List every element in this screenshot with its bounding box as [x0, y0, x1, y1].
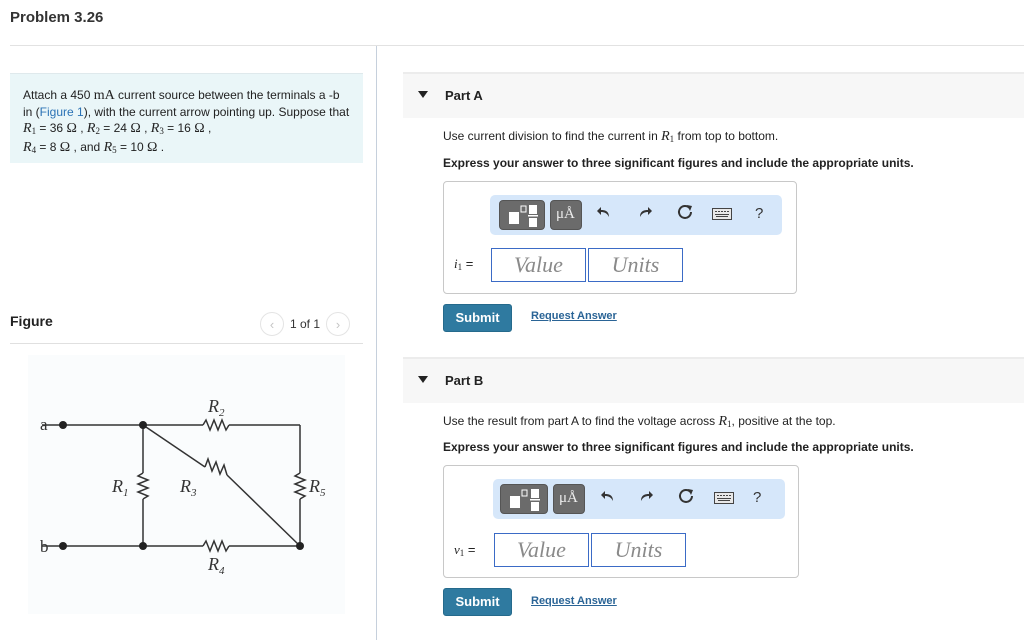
part-a-instruction: Express your answer to three significant figures and include the appropriate units. — [443, 156, 914, 170]
r4-label: $R_4$ — [208, 554, 225, 577]
help-button[interactable]: ? — [753, 489, 762, 506]
fraction-template-icon — [501, 485, 549, 515]
help-button[interactable]: ? — [755, 205, 764, 222]
terminal-a-label: a — [40, 415, 48, 434]
value-input[interactable]: Value — [491, 248, 586, 282]
problem-statement: Attach a 450 mA current source between the terminals a -b in (Figure 1), with the current arrow pointing up. Suppose that $R_1 = 36$ Ω , $R_2 = 24$ Ω , $R_3 = 16$ Ω , $R_4 = 8$ Ω , and $R_5 = 10$ Ω . — [10, 73, 363, 163]
chevron-right-icon: › — [335, 316, 341, 332]
prev-figure-button[interactable] — [260, 312, 284, 336]
part-b-answer-box — [443, 465, 799, 578]
collapse-triangle-icon — [418, 91, 428, 98]
part-a-submit-button[interactable]: Submit — [443, 304, 512, 332]
column-divider — [376, 46, 377, 640]
part-b-title: Part B — [445, 373, 484, 388]
figure-link[interactable]: Figure 1 — [39, 105, 84, 119]
units-input[interactable]: Units — [588, 248, 683, 282]
circuit-diagram — [28, 355, 345, 614]
undo-icon[interactable] — [601, 488, 615, 509]
part-a-request-answer-link[interactable]: Request Answer — [531, 310, 617, 322]
keyboard-icon[interactable] — [714, 491, 734, 509]
reset-icon[interactable] — [677, 487, 695, 510]
templates-button[interactable] — [500, 484, 548, 514]
circuit-figure[interactable] — [28, 355, 345, 614]
top-divider — [10, 45, 1024, 46]
units-button[interactable] — [550, 200, 582, 230]
collapse-triangle-icon — [418, 376, 428, 383]
units-input[interactable]: Units — [591, 533, 686, 567]
r3-label: $R_3$ — [180, 476, 197, 499]
r2-label: $R_2$ — [208, 396, 225, 419]
undo-icon[interactable] — [597, 204, 611, 225]
answer-variable-label: $i_1$ = — [454, 256, 474, 272]
next-figure-button[interactable] — [326, 312, 350, 336]
redo-icon[interactable] — [638, 204, 652, 225]
part-a-question: Use current division to find the current in $R_1$ from top to bottom. — [443, 129, 779, 144]
figure-label: Figure — [10, 313, 53, 329]
templates-button[interactable] — [499, 200, 545, 230]
unit-ma: mA — [93, 88, 115, 103]
part-a-title: Part A — [445, 88, 483, 103]
pager-count: 1 of 1 — [290, 317, 321, 331]
r1-label: $R_1$ — [112, 476, 129, 499]
value-input[interactable]: Value — [494, 533, 589, 567]
math-toolbar — [490, 195, 782, 235]
part-b-question: Use the result from part A to find the voltage across $R_1$, positive at the top. — [443, 414, 836, 429]
answer-variable-label: $v_1$ = — [454, 542, 476, 558]
r5-label: $R_5$ — [309, 476, 326, 499]
part-b-request-answer-link[interactable]: Request Answer — [531, 595, 617, 607]
reset-icon[interactable] — [676, 203, 694, 226]
part-b-submit-button[interactable]: Submit — [443, 588, 512, 616]
part-b-header[interactable] — [403, 357, 1024, 403]
figure-pager — [260, 312, 350, 336]
part-b-instruction: Express your answer to three significant figures and include the appropriate units. — [443, 440, 914, 454]
math-toolbar — [493, 479, 785, 519]
terminal-b-label: b — [40, 537, 49, 556]
fraction-template-icon — [500, 201, 546, 231]
units-button[interactable] — [553, 484, 585, 514]
problem-title: Problem 3.26 — [10, 9, 104, 26]
part-a-answer-box — [443, 181, 797, 294]
part-a-header[interactable] — [403, 72, 1024, 118]
units-icon: μÅ — [559, 490, 578, 506]
figure-divider — [10, 343, 363, 344]
keyboard-icon[interactable] — [712, 207, 732, 225]
redo-icon[interactable] — [639, 488, 653, 509]
chevron-left-icon: ‹ — [269, 316, 275, 332]
units-icon: μÅ — [556, 206, 575, 222]
